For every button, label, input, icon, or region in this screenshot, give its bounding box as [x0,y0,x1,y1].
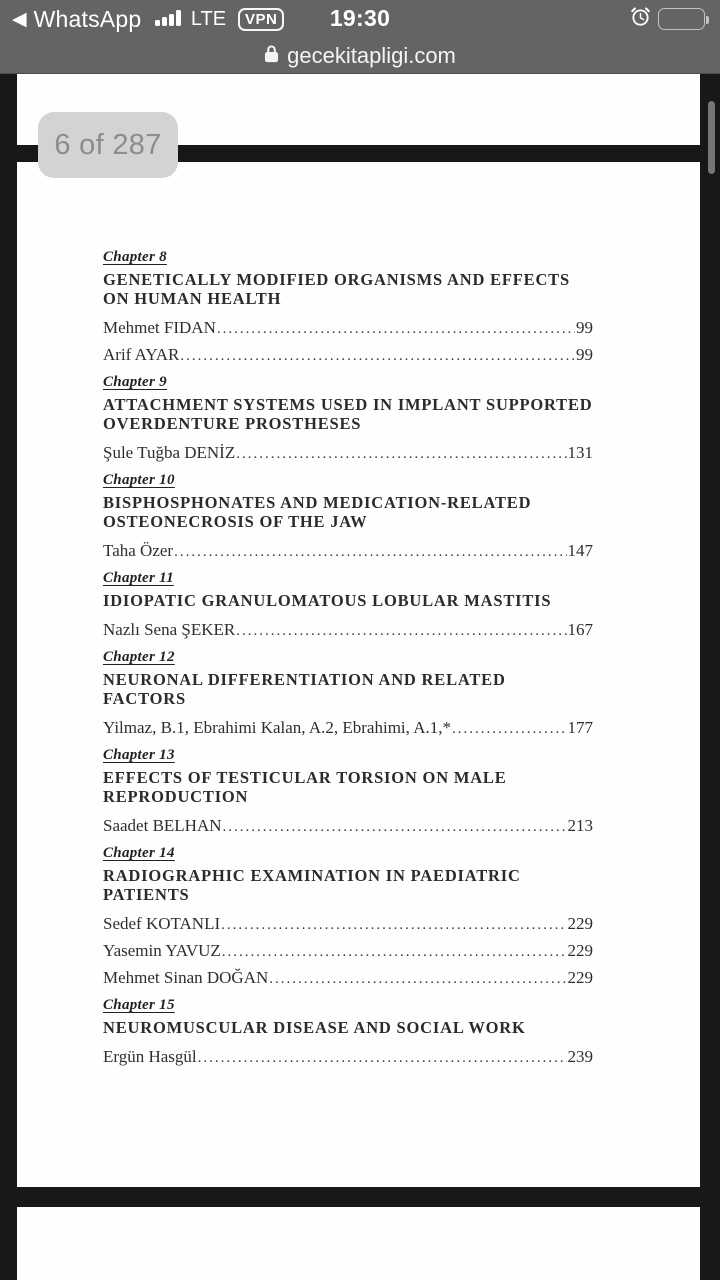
back-to-app-button[interactable] [12,0,284,38]
author-page-number: 239 [567,1047,593,1066]
chapter-label: Chapter 15 [103,997,175,1013]
toc-author-row [103,715,593,742]
dot-leader [180,342,575,369]
chapter-title: EFFECTS OF TESTICULAR TORSION ON MALE REPRODUCTION [103,768,507,806]
toc-chapter [103,844,593,992]
alarm-clock-icon [630,6,651,32]
toc-chapter [103,373,593,467]
author-name: Şule Tuğba DENİZ [103,443,236,462]
chapter-label: Chapter 12 [103,649,175,665]
table-of-contents [17,162,593,1071]
author-name: Taha Özer [103,541,174,560]
toc-author-row [103,315,593,342]
chapter-title: IDIOPATIC GRANULOMATOUS LOBULAR MASTITIS [103,591,552,610]
toc-author-row [103,342,593,369]
toc-chapter [103,248,593,369]
author-page-number: 177 [567,718,593,737]
dot-leader [217,315,575,342]
dot-leader [222,938,567,965]
dot-leader [198,1044,567,1071]
author-page-number: 213 [567,816,593,835]
toc-chapter [103,471,593,565]
author-page-number: 229 [567,968,593,987]
author-name: Yilmaz, B.1, Ebrahimi Kalan, A.2, Ebrahimi, A.1,* [103,718,451,737]
toc-chapter [103,569,593,644]
clock-time: 19:30 [329,5,391,31]
chapter-title: ATTACHMENT SYSTEMS USED IN IMPLANT SUPPORTED OVERDENTURE PROSTHESES [103,395,593,433]
chapter-label: Chapter 10 [103,472,175,488]
toc-author-row [103,617,593,644]
toc-author-row [103,911,593,938]
status-bar [0,0,720,74]
author-name: Ergün Hasgül [103,1047,197,1066]
dot-leader [236,440,566,467]
signal-bars-icon [155,10,181,26]
toc-author-row [103,1044,593,1071]
url-bar[interactable] [0,38,720,74]
author-page-number: 229 [567,941,593,960]
dot-leader [452,715,567,742]
author-name: Yasemin YAVUZ [103,941,221,960]
toc-chapter [103,996,593,1071]
battery-icon [658,8,705,30]
chapter-label: Chapter 11 [103,570,174,586]
author-page-number: 167 [567,620,593,639]
author-name: Mehmet FIDAN [103,318,216,337]
lock-icon [264,43,279,69]
dot-leader [221,911,566,938]
toc-chapter [103,648,593,742]
toc-author-row [103,938,593,965]
author-page-number: 99 [576,345,593,364]
author-page-number: 147 [567,541,593,560]
chapter-title: NEURONAL DIFFERENTIATION AND RELATED FACTORS [103,670,506,708]
dot-leader [236,617,566,644]
chapter-title: NEUROMUSCULAR DISEASE AND SOCIAL WORK [103,1018,526,1037]
author-name: Arif AYAR [103,345,180,364]
toc-author-row [103,538,593,565]
toc-chapter [103,746,593,840]
page-indicator-badge: 6 of 287 [38,112,178,178]
back-arrow-icon: ◀ [12,8,27,30]
dot-leader [269,965,566,992]
url-domain: gecekitapligi.com [287,43,456,68]
back-app-label: WhatsApp [33,5,142,32]
author-page-number: 99 [576,318,593,337]
toc-author-row [103,813,593,840]
pdf-page-next [17,1207,700,1280]
toc-author-row [103,440,593,467]
author-name: Saadet BELHAN [103,816,222,835]
chapter-title: BISPHOSPHONATES AND MEDICATION-RELATED OSTEONECROSIS OF THE JAW [103,493,532,531]
chapter-title: GENETICALLY MODIFIED ORGANISMS AND EFFECTS ON HUMAN HEALTH [103,270,570,308]
toc-author-row [103,965,593,992]
pdf-viewer[interactable] [0,74,720,1280]
dot-leader [223,813,567,840]
chapter-label: Chapter 13 [103,747,175,763]
author-page-number: 131 [567,443,593,462]
pdf-page-current[interactable] [17,162,700,1187]
scrollbar-thumb[interactable] [708,101,715,174]
author-name: Sedef KOTANLI [103,914,221,933]
dot-leader [174,538,566,565]
chapter-label: Chapter 14 [103,845,175,861]
chapter-title: RADIOGRAPHIC EXAMINATION IN PAEDIATRIC PATIENTS [103,866,521,904]
chapter-label: Chapter 9 [103,374,167,390]
vpn-badge: VPN [238,8,284,31]
network-type-label: LTE [190,7,227,30]
chapter-label: Chapter 8 [103,249,167,265]
status-bar-right-icons [630,0,710,38]
author-name: Mehmet Sinan DOĞAN [103,968,269,987]
author-name: Nazlı Sena ŞEKER [103,620,236,639]
author-page-number: 229 [567,914,593,933]
status-bar-top-row [0,0,720,38]
